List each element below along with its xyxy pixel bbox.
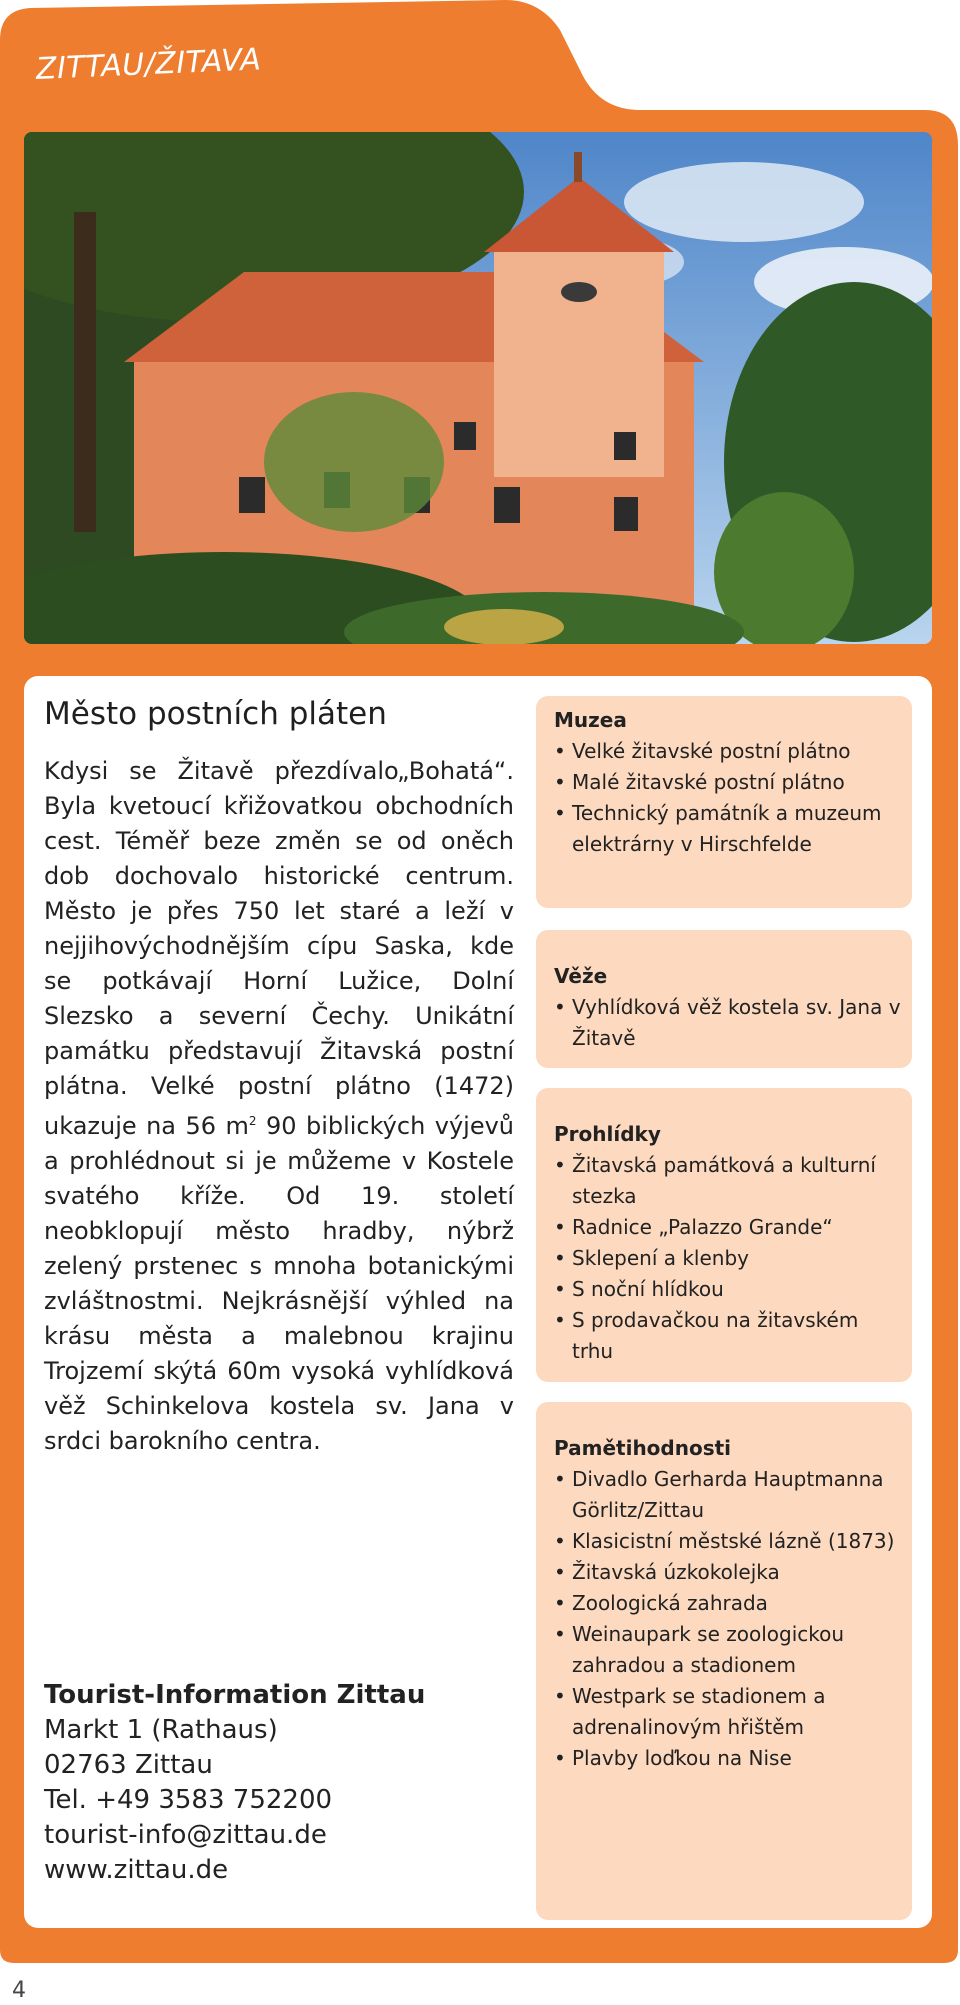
box-list: [536, 736, 912, 860]
page-title: ZITTAU/ŽITAVA: [35, 42, 262, 87]
paragraph-part2: 90 biblických výjevů a prohlédnout si je můžeme v Kostele svatého kříže. Od 19. století neobklopují město hradby, nýbrž zelený prstenec s mnoha botanickými zvláštnostmi. Nejkrásnější výhled na krásu města a malebnou krajinu Trojzemí skýtá 60m vysoká vyhlídková věž Schinkelova kostela sv. Jana v srdci barokního centra.: [44, 1112, 514, 1455]
list-item: • Technický památník a muzeum elektrárny v Hirschfelde: [554, 798, 902, 860]
box-title: Pamětihodnosti: [554, 1436, 732, 1460]
content-panel: [24, 676, 932, 1928]
box-list: [536, 1464, 912, 1774]
contact-address: Markt 1 (Rathaus): [44, 1715, 278, 1745]
list-item: • Zoologická zahrada: [554, 1588, 902, 1619]
page-number: 4: [12, 1978, 26, 2003]
box-title: Muzea: [554, 708, 627, 732]
list-item: • Divadlo Gerharda Hauptmanna Görlitz/Zittau: [554, 1464, 902, 1526]
list-item: • Žitavská památková a kulturní stezka: [554, 1150, 902, 1212]
main-article: [44, 696, 514, 1459]
box-muzea: [536, 696, 912, 908]
list-item: • Malé žitavské postní plátno: [554, 767, 902, 798]
paragraph-part1: Kdysi se Žitavě přezdívalo„Bohatá“. Byla kvetoucí křižovatkou obchodních cest. Téměř beze změn se od oněch dob dochovalo historické centrum. Město je přes 750 let staré a leží v nejjihovýchodnějším cípu Saska, kde se potkávají Horní Lužice, Dolní Slezsko a severní Čechy. Unikátní památku představují Žitavská postní plátna. Velké postní plátno (1472) ukazuje na 56 m: [44, 757, 514, 1140]
list-item: • Velké žitavské postní plátno: [554, 736, 902, 767]
box-title: Prohlídky: [554, 1122, 661, 1146]
list-item: • S noční hlídkou: [554, 1274, 902, 1305]
article-heading: Město postních pláten: [44, 696, 387, 732]
box-prohlidky: [536, 1088, 912, 1382]
list-item: • Radnice „Palazzo Grande“: [554, 1212, 902, 1243]
article-paragraph: [44, 754, 514, 1459]
list-item: • Sklepení a klenby: [554, 1243, 902, 1274]
contact-email[interactable]: tourist-info@zittau.de: [44, 1820, 327, 1850]
list-item: • Plavby loďkou na Nise: [554, 1743, 902, 1774]
list-item: • Žitavská úzkokolejka: [554, 1557, 902, 1588]
list-item: • S prodavačkou na žitavském trhu: [554, 1305, 902, 1367]
box-list: [536, 992, 912, 1054]
contact-title: Tourist-Information Zittau: [44, 1680, 426, 1710]
paragraph-superscript: 2: [248, 1114, 257, 1128]
box-title: Věže: [554, 964, 608, 988]
contact-website[interactable]: www.zittau.de: [44, 1855, 229, 1885]
contact-postcode: 02763 Zittau: [44, 1750, 213, 1780]
box-list: [536, 1150, 912, 1367]
contact-phone: Tel. +49 3583 752200: [44, 1785, 333, 1815]
list-item: • Weinaupark se zoologickou zahradou a stadionem: [554, 1619, 902, 1681]
list-item: • Vyhlídková věž kostela sv. Jana v Žitavě: [554, 992, 902, 1054]
contact-block: [44, 1678, 514, 1888]
list-item: • Westpark se stadionem a adrenalinovým hřištěm: [554, 1681, 902, 1743]
list-item: • Klasicistní městské lázně (1873): [554, 1526, 902, 1557]
box-pametihodnosti: [536, 1402, 912, 1920]
castle-photo: [24, 132, 932, 644]
box-veze: [536, 930, 912, 1068]
